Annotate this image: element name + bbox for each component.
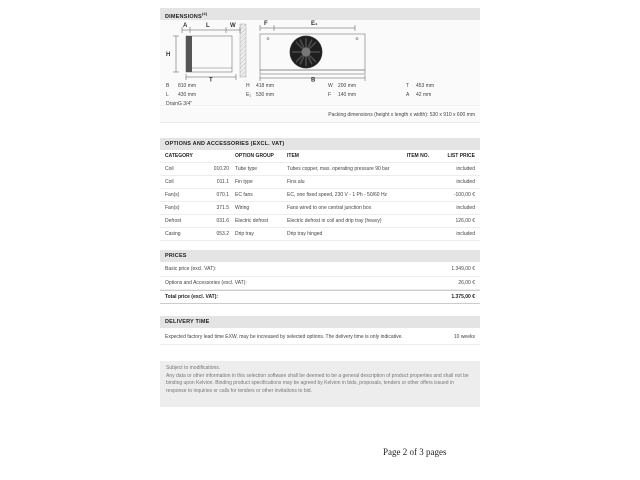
table-row: Coil 011.1 Fin type Fins alu included [160,176,480,189]
col-option-group: OPTION GROUP [235,153,274,159]
delivery-value: 10 weeks [453,334,475,340]
dimension-values-col2: H 418 mm E₁ 530 mm [246,83,275,98]
dimensions-title: DIMENSIONS [165,13,202,20]
col-list-price: LIST PRICE [447,153,475,159]
total-price-row: Total price (excl. VAT): 1.375,00 € [160,290,480,304]
table-row: Casing 053.2 Drip tray Drip tray hinged included [160,228,480,241]
col-category: CATEGORY [165,153,193,159]
prices-section-header [160,250,480,262]
delivery-title: DELIVERY TIME [165,319,210,325]
dimension-values-col1: B 810 mm L 430 mm Drain G 3/4" [166,83,197,107]
datasheet-page [160,0,480,480]
prices-list [160,263,480,304]
basic-price-row: Basic price (excl. VAT): 1.349,00 € [160,263,480,277]
table-row: Fan(s) 070.1 EC fans EC, one fixed speed, 230 V - 1 Ph - 50/60 Hz -100,00 € [160,189,480,202]
disclaimer-line1: Subject to modifications. [166,365,221,371]
delivery-row [160,330,480,345]
packing-dimensions: Packing dimensions (height x length x width): 530 x 910 x 600 mm [160,107,480,123]
col-item: ITEM [287,153,299,159]
dim-label-F: F [264,21,268,27]
dim-label-T: T [209,77,213,82]
dim-label-E1: E₁ [311,21,318,27]
dimensions-footnote: (4) [201,11,208,16]
bottom-view-drawing [260,21,365,82]
disclaimer-box [160,361,480,407]
dim-label-H: H [166,52,171,58]
dim-label-W: W [230,23,236,29]
options-price-value: 26,00 € [458,279,475,286]
dimensions-section-header [160,8,480,20]
options-section-header [160,138,480,150]
options-table-header [160,150,480,163]
dimension-values-col3: W 200 mm F 140 mm [328,83,357,98]
delivery-text: Expected factory lead time EXW, may be increased by selected options. The delivery time is only indicative. [165,334,403,340]
col-item-no: ITEM NO. [406,153,429,159]
options-title: OPTIONS AND ACCESSORIES (EXCL. VAT) [165,141,285,147]
disclaimer-line2: Any data or other information in this selection software shall be deemed to be a general description of product properties and shall not be binding upon Kelvion. Binding product specifications may be agreed by Kelvion in bids, proposals, tenders or other offers issued in response to inquiries or calls for tenders or other invitations to bid. [166,372,469,394]
dim-label-A: A [183,23,188,29]
page-footer: Page 2 of 3 pages [383,447,447,457]
total-price-value: 1.375,00 € [451,293,475,300]
basic-price-value: 1.349,00 € [451,266,475,273]
delivery-section-header [160,316,480,328]
dimension-values-col4: T 453 mm A 42 mm [406,83,435,98]
prices-title: PRICES [165,253,187,259]
options-table [160,150,480,241]
side-view-drawing [166,23,246,82]
dim-label-B: B [311,77,316,82]
technical-drawings [160,20,480,82]
table-row: Coil 010.20 Tube type Tubes copper, max. operating pressure 90 bar included [160,163,480,176]
table-row: Defrost 031.6 Electric defrost Electric defrost in coil and drip tray (heavy) 126,00 € [160,215,480,228]
table-row: Fan(s) 371.5 Wiring Fans wired to one central junction box included [160,202,480,215]
options-price-row: Options and Accessories (excl. VAT): 26,00 € [160,277,480,291]
dimensions-panel [160,20,480,106]
dim-label-L: L [206,23,210,29]
fan-icon [290,36,322,68]
